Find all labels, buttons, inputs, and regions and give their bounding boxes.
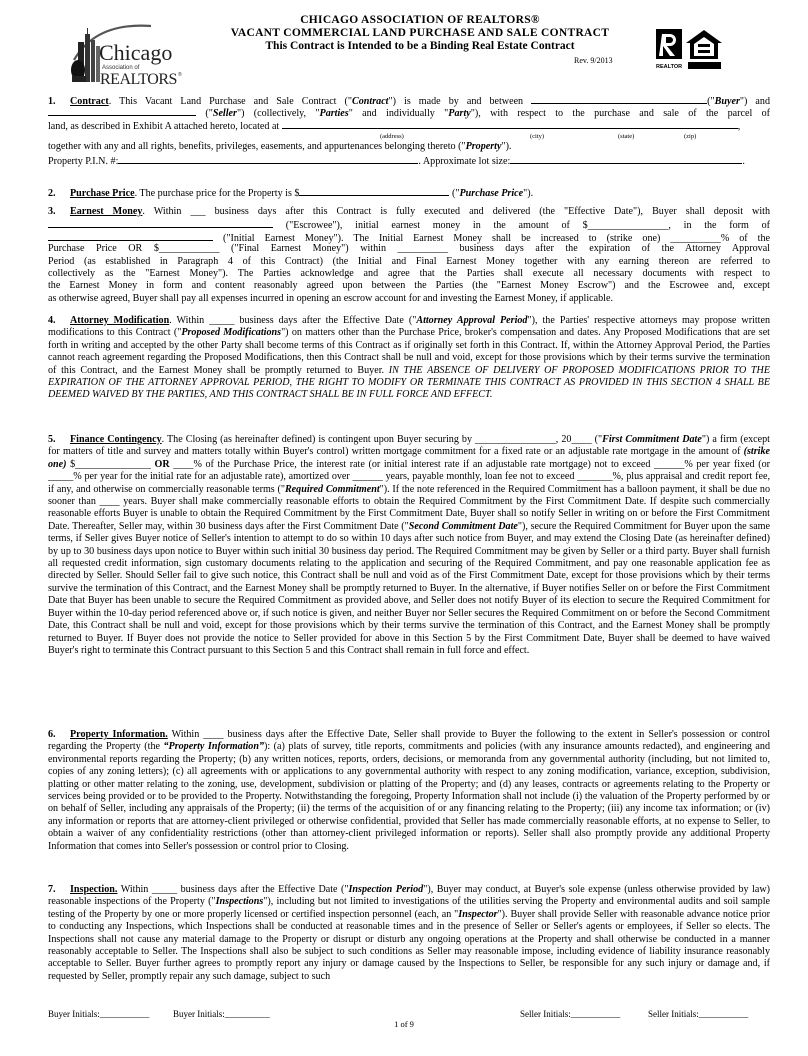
buyer-initials-1[interactable]: Buyer Initials:___________ [48, 1009, 150, 1019]
org-name: CHICAGO ASSOCIATION OF REALTORS® [300, 14, 540, 26]
page-number: 1 of 9 [394, 1019, 414, 1029]
buyer-initials-2[interactable]: Buyer Initials:__________ [173, 1009, 270, 1019]
section-heading: Finance Contingency [70, 434, 162, 445]
section-heading: Property Information. [70, 729, 168, 740]
waiver-clause: IN THE ABSENCE OF DELIVERY OF PROPOSED MODIFICATIONS PRIOR TO THE EXPIRATION OF THE ATTORNEY APPROVAL PERIOD, THE RIGHT TO MODIFY OR TERMINATE THIS CONTRACT AS PROVIDED IN THIS SECTION 4 SHALL BE DEEMED WAIVED BY THE PARTIES, AND THIS CONTRACT SHALL BE IN FULL FORCE AND EFFECT. [48, 364, 770, 401]
section-heading: Inspection. [70, 884, 118, 895]
property-address-field[interactable] [282, 119, 738, 129]
svg-text:Association of: Association of [102, 65, 140, 71]
section-heading: Attorney Modification [70, 315, 170, 326]
section-number: 1. [48, 96, 56, 107]
purchase-price-field[interactable] [299, 186, 449, 196]
seller-initials-1[interactable]: Seller Initials:___________ [520, 1009, 621, 1019]
realtor-r-icon [656, 29, 682, 70]
seller-name-field[interactable] [48, 106, 196, 116]
equal-housing-icon [686, 30, 722, 69]
pin-field[interactable] [118, 154, 418, 164]
svg-text:REALTORS: REALTORS [100, 71, 177, 86]
seller-initials-2[interactable]: Seller Initials:___________ [648, 1009, 749, 1019]
escrowee-field[interactable] [48, 218, 273, 228]
document-title: VACANT COMMERCIAL LAND PURCHASE AND SALE CONTRACT [230, 27, 610, 39]
svg-text:®: ® [178, 72, 182, 78]
realtor-eho-logos [655, 27, 725, 72]
lot-size-field[interactable] [510, 154, 742, 164]
buyer-name-field[interactable] [531, 94, 707, 104]
section-5-finance-contingency: 5. Finance Contingency. The Closing (as hereinafter defined) is contingent upon Buyer securing by ________________, 20____ ("First Commitment Date") a firm (except for matters of title and survey and matters totally within Buyer's control) written mortgage commitment for a fixed rate or an adjustable rate mortgage in the amount of (strike one) $_______________ OR ____% of the Purchase Price, the interest rate (or initial interest rate if an adjustable rate mortgage) not to exceed ______% per year fixed (or _____% per year for the initial rate for an adjustable rate), amortized over ______ years, payable monthly, loan fee not to exceed _______%, plus appraisal and credit report fee, if any, and otherwise on commercially reasonable terms ("Required Commitment"). If the note referenced in the Required Commitment has a balloon payment, it shall be due no sooner than ____ years. Buyer shall make commercially reasonable efforts to obtain the Required Commitment by the First Commitment Date. If despite such commercially reasonable efforts Buyer is unable to obtain the Required Commitment by the First Commitment Date, Buyer shall so notify Seller in writing on or before the First Commitment Date. Thereafter, Seller may, within 30 business days after the First Commitment Date ("Second Commitment Date"), secure the Required Commitment for Buyer upon the same terms, if Seller gives Buyer notice of Seller's intention to attempt to do so within 10 days after such notice from Buyer, and may extend the Closing Date (as hereinafter defined) by up to 30 business days upon notice to Buyer within such initial 30 business day period. The Required Commitment may be given by Seller or a third party. Buyer shall furnish all requested credit information, sign customary documents relating to the application and securing of the Required Commitment, and pay one reasonable application fee as directed by Seller. Should Seller fail to give such notice, this Contract shall be null and void as of the First Commitment Date, except for those provisions which by their terms survive the termination of this Contract, and the Earnest Money shall be promptly returned to Buyer. In the alternative, if Buyer notifies Seller on or before the First Commitment Date that Buyer has been unable to secure the Required Commitment as provided above, and Seller does not notify Buyer of its election to secure the Required Commitment for Buyer within the 10-day period referenced above or, if such notice is given, and neither Buyer nor Seller secures the Required Commitment on or before the Second Commitment Date, this Contract shall be null and void, except for those provisions which by their terms survive the termination of this Contract, and the Earnest Money shall be promptly returned to Buyer. If Buyer does not provide the notice to Seller provided for above in this Section 5 by the First Commitment Date, Buyer shall be deemed to have waived Buyer's right to terminate this Contract pursuant to this Section 5 and this Contract shall remain in full force and effect. [48, 434, 771, 656]
chicago-realtors-logo [66, 20, 191, 86]
earnest-form-field[interactable] [48, 231, 213, 241]
revision-date: Rev. 9/2013 [574, 56, 613, 65]
section-6-property-information: 6. Property Information. Within ____ business days after the Effective Date, Seller shall provide to Buyer the following to the extent in Seller's possession or control regarding the Property (the “Property Information”): (a) plats of survey, title reports, commitments and policies (with any insurance amounts redacted), and engineering and environmental reports regarding the Property; (b) any written notices, reports, orders, decisions, or memoranda from any governmental authority (including, but not limited to, copies of any zoning letters); (c) all agreements with or applications to any governmental authority with respect to any zoning modification, variance, exception, subdivision, platting or other matter relating to the zoning, use, development, subdivision or platting of the Property; and (d) any leases, contracts or agreements relating to the Property or services being provided or to be provided to the Property. Notwithstanding the foregoing, Property Information shall not include (i) the valuation of the Property performed by or on behalf of Seller, including any appraisals of the Property; (ii) the terms of the acquisition of or any financing relating to the Property; (iii) any income tax information; or (iv) any information or reports that are attorney-client privileged or otherwise confidential, provided that Seller has made commercially reasonable efforts, at no expense to Seller, to obtain a waiver of any confidentiality restrictions (other than attorney-client privileged information or reports). Seller shall also promptly provide any additional Property Information that comes into Seller's possession or control prior to Closing. [48, 729, 770, 852]
section-4-attorney-modification: 4. Attorney Modification. Within _____ business days after the Effective Date ("Attorney Approval Period"), the Parties' respective attorneys may propose written modifications to this Contract ("Proposed Modifications") on matters other than the Purchase Price, broker's compensation and dates. Any Proposed Modifications that are set forth in writing and accepted by the other Party shall become terms of this Contract as if originally set forth in this Contract. If, within the Attorney Approval Period, the Parties cannot reach agreement regarding the Proposed Modifications, then this Contract shall be null and void, except for those provisions which by their terms survive the termination of this Contract, and the Earnest Money shall be promptly returned to Buyer. IN THE ABSENCE OF DELIVERY OF PROPOSED MODIFICATIONS PRIOR TO THE EXPIRATION OF THE ATTORNEY APPROVAL PERIOD, THE RIGHT TO MODIFY OR TERMINATE THIS CONTRACT AS PROVIDED IN THIS SECTION 4 SHALL BE DEEMED WAIVED BY THE PARTIES, AND THIS CONTRACT SHALL BE IN FULL FORCE AND EFFECT. [48, 315, 770, 401]
svg-text:Chicago: Chicago [99, 40, 173, 65]
section-heading: Purchase Price [70, 188, 135, 199]
section-heading: Contract [70, 96, 109, 107]
document-subtitle: This Contract is Intended to be a Binding Real Estate Contract [265, 40, 575, 52]
skyline-icon [66, 20, 191, 86]
svg-text:REALTOR: REALTOR [656, 64, 683, 70]
document-header [0, 0, 808, 90]
section-3-earnest-money: 3. Earnest Money. Within ___ business days after this Contract is fully executed and delivered (the "Effective Date"), Buyer shall deposit with ("Escrowee"), initial earnest money in the amount of $________________, in the form of ("Initial Earnest Money"). The Initial Earnest Money shall be increased to (strike one) __________% of the Purchase Price OR $____________ ("Final Earnest Money") within __________ business days after the expiration of the Attorney Approval Period (as established in Paragraph 4 of this Contract) (the Initial and Final Earnest Money together with any earning thereon are referred to collectively as the "Earnest Money"). The Parties acknowledge and agree that the Parties shall execute all necessary documents with respect to the Earnest Money in form and content reasonably agreed upon between the Parties (the "Earnest Money Escrow") and the Escrowee and, except as otherwise agreed, Buyer shall pay all expenses incurred in opening an escrow account for and investing the Earnest Money, if applicable. [48, 206, 771, 304]
section-2-purchase-price: 2. Purchase Price. The purchase price for the Property is $ ("Purchase Price"). [48, 188, 534, 199]
section-heading: Earnest Money [70, 206, 143, 217]
section-7-inspection: 7. Inspection. Within _____ business days after the Effective Date ("Inspection Period"), Buyer may conduct, at Buyer's sole expense (unless otherwise provided by law) reasonable inspections of the Property ("Inspections"), including but not limited to investigations of the utilities serving the Property and environmental audits and soil sample testing of the Property by one or more properly licensed or certified inspection personnel (each, an "Inspector"). Buyer shall provide Seller with reasonable advance notice prior to conducting any Inspections, which Inspections shall be conducted at reasonable times and in the presence of Seller or Seller's agents or employees, if Seller so elects. The Inspections shall not cause any material damage to the Property or disrupt or disturb any ongoing operations at the Property and shall otherwise be conducted in a manner reasonably acceptable to Seller. The Inspections shall also be subject to such conditions as Seller may reasonable impose, including evidence of liability insurance reasonably acceptable to Seller. Buyer further agrees to promptly report any injury or damage caused by the Inspections to Seller, be responsible for any such injury or damage and, if requested by Seller, promptly repair any such damage, subject to such [48, 884, 771, 982]
address-labels: (address) (city) (state) (zip) [380, 133, 697, 141]
section-1-contract: 1. Contract. This Vacant Land Purchase and Sale Contract ("Contract") is made by and between ("Buyer") and ("Seller") (collectively, "Parties" and individually "Party"), with respect to the purchase and sale of the parcel of land, as described in Exhibit A attached hereto, located at , (address) (city) (state) (zip) together with any and all rights, benefits, privileges, easements, and appurtenances belonging thereto ("Property"). Property P.I.N. #: . Approximate lot size: . [48, 96, 770, 167]
